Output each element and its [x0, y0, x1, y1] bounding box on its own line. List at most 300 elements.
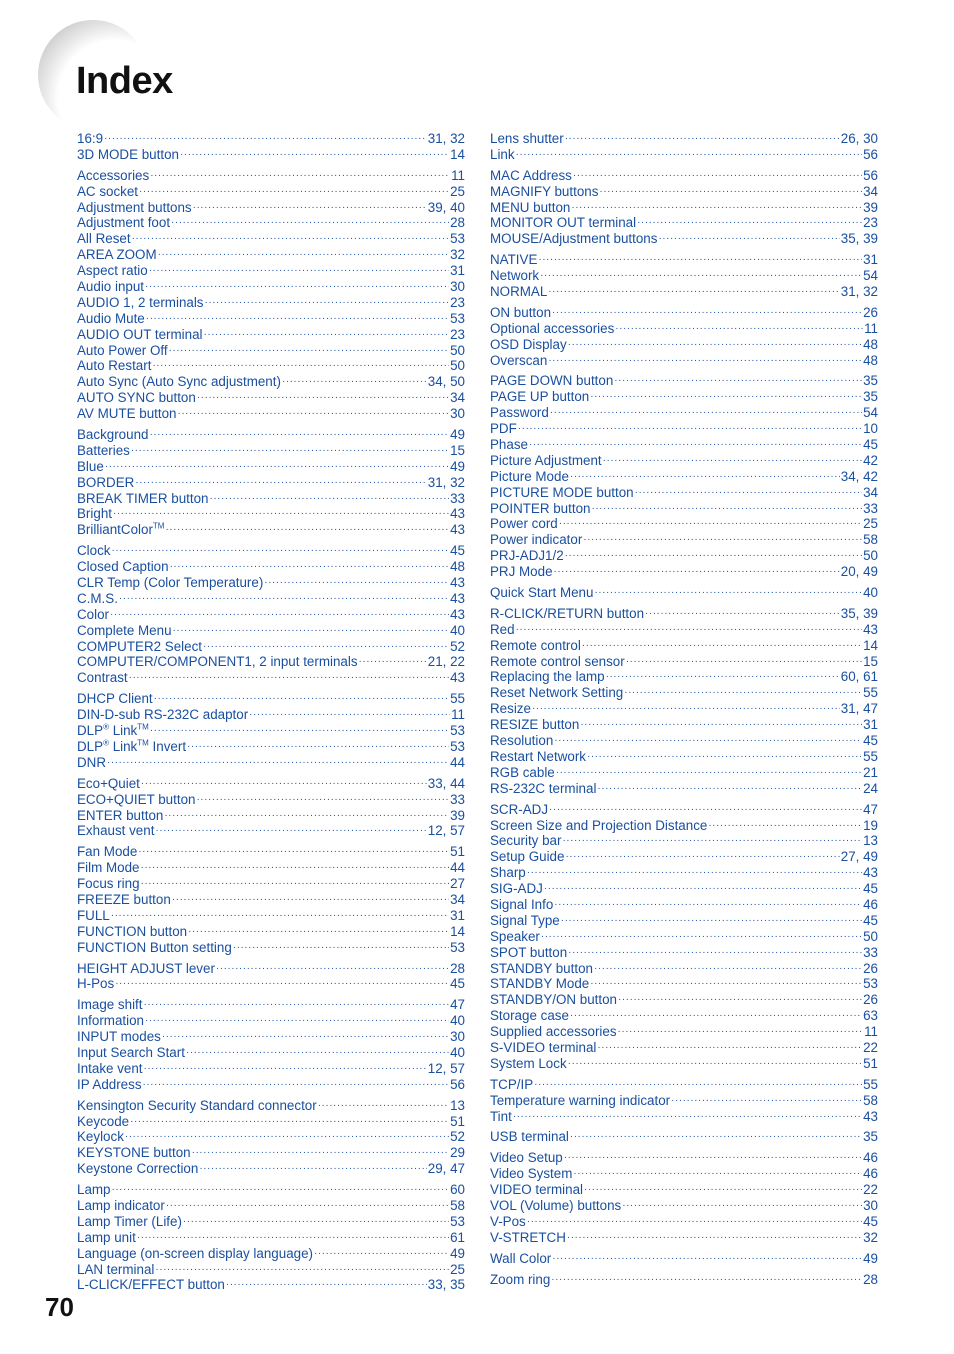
index-pages[interactable]: 27, 49	[840, 849, 878, 865]
index-pages[interactable]: 14	[450, 146, 465, 162]
index-entry[interactable]	[77, 707, 465, 723]
index-term	[490, 701, 531, 717]
index-entry[interactable]	[490, 670, 878, 686]
index-entry[interactable]	[490, 1093, 878, 1109]
index-pages[interactable]: 56	[863, 167, 878, 183]
index-entry[interactable]	[77, 131, 465, 147]
index-entry[interactable]	[77, 892, 465, 908]
index-pages[interactable]: 45	[863, 733, 878, 749]
index-pages[interactable]: 26	[863, 304, 878, 320]
index-entry[interactable]	[77, 311, 465, 327]
index-entry[interactable]	[490, 992, 878, 1008]
index-entry[interactable]	[490, 268, 878, 284]
index-entry[interactable]	[490, 168, 878, 184]
index-pages[interactable]: 21, 22	[427, 654, 465, 670]
index-entry[interactable]	[77, 670, 465, 686]
index-entry[interactable]	[490, 1272, 878, 1288]
index-pages[interactable]: 56	[863, 146, 878, 162]
index-pages[interactable]: 31	[450, 907, 465, 923]
index-entry[interactable]	[77, 295, 465, 311]
page-title: Index	[76, 60, 173, 102]
index-pages[interactable]: 14	[450, 923, 465, 939]
index-pages[interactable]: 43	[450, 670, 465, 686]
index-entry[interactable]	[490, 200, 878, 216]
index-pages[interactable]: 40	[450, 1013, 465, 1029]
index-entry[interactable]	[490, 897, 878, 913]
index-pages[interactable]: 53	[450, 1213, 465, 1229]
index-entry[interactable]	[77, 755, 465, 771]
index-entry[interactable]	[490, 1198, 878, 1214]
index-pages[interactable]: 49	[450, 458, 465, 474]
index-pages[interactable]: 31, 32	[427, 474, 465, 490]
index-entry[interactable]	[490, 865, 878, 881]
index-entry[interactable]	[490, 1129, 878, 1145]
index-pages[interactable]: 45	[863, 881, 878, 897]
index-pages[interactable]: 28	[450, 215, 465, 231]
index-entry[interactable]	[490, 1077, 878, 1093]
dot-leader	[559, 516, 862, 532]
index-entry[interactable]	[77, 1029, 465, 1045]
index-pages[interactable]: 53	[450, 723, 465, 739]
index-pages[interactable]: 45	[863, 1213, 878, 1229]
index-group	[77, 997, 465, 1092]
index-pages[interactable]: 33, 44	[427, 775, 465, 791]
index-pages[interactable]: 13	[863, 833, 878, 849]
index-pages[interactable]: 43	[450, 506, 465, 522]
index-entry[interactable]	[77, 940, 465, 956]
index-entry[interactable]	[490, 147, 878, 163]
index-pages[interactable]: 45	[450, 976, 465, 992]
index-entry[interactable]	[490, 765, 878, 781]
index-pages[interactable]: 42	[863, 452, 878, 468]
index-entry[interactable]	[77, 1013, 465, 1029]
index-term	[490, 1214, 526, 1230]
index-pages[interactable]: 49	[450, 1245, 465, 1261]
index-pages[interactable]: 56	[450, 1076, 465, 1092]
index-entry[interactable]	[490, 469, 878, 485]
index-pages[interactable]: 20, 49	[840, 564, 878, 580]
index-entry[interactable]	[77, 776, 465, 792]
index-pages[interactable]: 53	[863, 976, 878, 992]
index-pages[interactable]: 10	[863, 421, 878, 437]
index-pages[interactable]: 31	[450, 263, 465, 279]
index-term	[490, 622, 515, 638]
index-pages[interactable]: 53	[450, 738, 465, 754]
index-pages[interactable]: 31, 32	[427, 130, 465, 146]
index-entry[interactable]	[77, 961, 465, 977]
index-entry[interactable]	[77, 443, 465, 459]
index-entry[interactable]	[77, 1230, 465, 1246]
index-entry[interactable]	[490, 749, 878, 765]
index-pages[interactable]: 60, 61	[840, 669, 878, 685]
index-entry[interactable]	[77, 147, 465, 163]
index-pages[interactable]: 28	[450, 960, 465, 976]
index-pages[interactable]: 43	[450, 522, 465, 538]
index-pages[interactable]: 39, 40	[427, 199, 465, 215]
index-entry[interactable]	[77, 739, 465, 755]
index-pages[interactable]: 13	[450, 1097, 465, 1113]
index-entry[interactable]	[77, 1277, 465, 1293]
index-pages[interactable]: 11	[451, 707, 465, 723]
index-entry[interactable]	[77, 279, 465, 295]
index-pages[interactable]: 43	[450, 575, 465, 591]
index-entry[interactable]	[77, 247, 465, 263]
index-pages[interactable]: 12, 57	[427, 823, 465, 839]
index-entry[interactable]	[77, 723, 465, 739]
index-entry[interactable]	[490, 284, 878, 300]
index-entry[interactable]	[490, 717, 878, 733]
index-entry[interactable]	[77, 263, 465, 279]
dot-leader	[131, 443, 449, 459]
index-pages[interactable]: 54	[863, 405, 878, 421]
index-pages[interactable]: 55	[863, 1076, 878, 1092]
index-pages[interactable]: 53	[450, 310, 465, 326]
index-pages[interactable]: 32	[863, 1229, 878, 1245]
index-pages[interactable]: 44	[450, 860, 465, 876]
index-entry[interactable]	[77, 1246, 465, 1262]
index-pages[interactable]: 30	[450, 406, 465, 422]
index-pages[interactable]: 30	[450, 1029, 465, 1045]
index-pages[interactable]: 24	[863, 780, 878, 796]
index-group	[77, 691, 465, 770]
index-pages[interactable]: 31, 32	[840, 284, 878, 299]
index-entry[interactable]	[77, 1045, 465, 1061]
index-pages[interactable]: 43	[863, 1108, 878, 1124]
index-term	[77, 607, 109, 623]
index-pages[interactable]: 33	[863, 500, 878, 516]
index-entry[interactable]	[490, 1056, 878, 1072]
index-pages[interactable]: 61	[450, 1229, 465, 1245]
index-entry[interactable]	[77, 559, 465, 575]
index-pages[interactable]: 50	[863, 928, 878, 944]
index-entry[interactable]	[490, 929, 878, 945]
dot-leader	[614, 373, 862, 389]
index-entry[interactable]	[490, 231, 878, 247]
index-pages[interactable]: 31	[863, 717, 878, 733]
index-entry[interactable]	[77, 200, 465, 216]
index-pages[interactable]: 15	[863, 653, 878, 669]
index-entry[interactable]	[490, 1230, 878, 1246]
index-entry[interactable]	[490, 685, 878, 701]
index-entry[interactable]	[77, 639, 465, 655]
index-entry[interactable]	[77, 390, 465, 406]
index-entry[interactable]	[77, 860, 465, 876]
index-entry[interactable]	[77, 655, 465, 671]
index-pages[interactable]: 40	[450, 1044, 465, 1060]
dot-leader	[130, 1114, 449, 1130]
index-pages[interactable]: 35	[863, 389, 878, 405]
index-pages[interactable]: 25	[863, 516, 878, 532]
index-pages[interactable]: 30	[863, 1197, 878, 1213]
index-entry[interactable]	[490, 353, 878, 369]
index-entry[interactable]	[77, 1145, 465, 1161]
index-entry[interactable]	[77, 1182, 465, 1198]
index-pages[interactable]: 48	[863, 352, 878, 368]
index-entry[interactable]	[490, 818, 878, 834]
index-entry[interactable]	[77, 924, 465, 940]
index-pages[interactable]: 43	[863, 621, 878, 637]
index-pages[interactable]: 19	[863, 817, 878, 833]
index-pages[interactable]: 55	[450, 691, 465, 707]
index-pages[interactable]: 22	[863, 1182, 878, 1198]
index-entry[interactable]	[490, 1214, 878, 1230]
index-entry[interactable]	[490, 961, 878, 977]
index-pages[interactable]: 21	[863, 764, 878, 780]
index-pages[interactable]: 34, 42	[840, 468, 878, 484]
index-entry[interactable]	[490, 622, 878, 638]
index-pages[interactable]: 46	[863, 896, 878, 912]
index-entry[interactable]	[77, 1061, 465, 1077]
index-pages[interactable]: 34	[450, 891, 465, 907]
index-pages[interactable]: 23	[863, 215, 878, 231]
index-entry[interactable]	[490, 437, 878, 453]
index-entry[interactable]	[77, 231, 465, 247]
index-entry[interactable]	[77, 591, 465, 607]
dot-leader	[552, 1251, 862, 1267]
index-pages[interactable]: 60	[450, 1182, 465, 1198]
index-entry[interactable]	[77, 215, 465, 231]
index-entry[interactable]	[490, 1008, 878, 1024]
index-entry[interactable]	[490, 421, 878, 437]
index-term	[490, 881, 543, 897]
index-entry[interactable]	[77, 876, 465, 892]
index-pages[interactable]: 43	[863, 865, 878, 881]
index-group	[490, 1251, 878, 1267]
index-entry[interactable]	[490, 585, 878, 601]
index-pages[interactable]: 53	[450, 939, 465, 955]
index-pages[interactable]: 52	[450, 1129, 465, 1145]
index-entry[interactable]	[77, 506, 465, 522]
index-entry[interactable]	[77, 522, 465, 538]
index-entry[interactable]	[490, 701, 878, 717]
index-pages[interactable]: 50	[450, 358, 465, 374]
index-pages[interactable]: 51	[450, 1113, 465, 1129]
index-entry[interactable]	[77, 844, 465, 860]
index-entry[interactable]	[490, 1024, 878, 1040]
index-pages[interactable]: 31	[863, 252, 878, 268]
index-entry[interactable]	[77, 343, 465, 359]
index-entry[interactable]	[490, 1150, 878, 1166]
index-pages[interactable]: 32	[450, 247, 465, 263]
index-entry[interactable]	[77, 976, 465, 992]
dot-leader	[594, 961, 862, 977]
index-pages[interactable]: 30	[450, 279, 465, 294]
index-entry[interactable]	[490, 485, 878, 501]
index-pages[interactable]: 51	[450, 844, 465, 860]
index-entry[interactable]	[77, 823, 465, 839]
index-entry[interactable]	[490, 321, 878, 337]
index-entry[interactable]	[490, 833, 878, 849]
index-entry[interactable]	[490, 532, 878, 548]
index-entry[interactable]	[490, 252, 878, 268]
index-term	[490, 1150, 563, 1166]
index-term	[490, 654, 625, 670]
index-pages[interactable]: 11	[864, 1024, 878, 1040]
index-pages[interactable]: 22	[863, 1039, 878, 1055]
index-entry[interactable]	[490, 1109, 878, 1125]
index-entry[interactable]	[490, 976, 878, 992]
index-entry[interactable]	[77, 491, 465, 507]
index-entry[interactable]	[490, 638, 878, 654]
index-entry[interactable]	[77, 184, 465, 200]
index-entry[interactable]	[77, 374, 465, 390]
index-entry[interactable]	[490, 606, 878, 622]
index-pages[interactable]: 26	[863, 960, 878, 976]
index-pages[interactable]: 14	[863, 637, 878, 653]
index-pages[interactable]: 26, 30	[840, 130, 878, 146]
index-pages[interactable]: 45	[450, 543, 465, 559]
index-pages[interactable]: 39	[863, 199, 878, 215]
index-entry[interactable]	[490, 1040, 878, 1056]
index-pages[interactable]: 23	[450, 326, 465, 342]
index-entry[interactable]	[77, 1198, 465, 1214]
index-pages[interactable]: 58	[863, 532, 878, 548]
index-pages[interactable]: 34	[450, 390, 465, 406]
index-pages[interactable]: 39	[450, 807, 465, 823]
index-entry[interactable]	[490, 1166, 878, 1182]
index-entry[interactable]	[490, 913, 878, 929]
index-pages[interactable]: 33	[863, 944, 878, 960]
index-pages[interactable]: 40	[450, 622, 465, 638]
index-pages[interactable]: 47	[863, 801, 878, 817]
index-pages[interactable]: 28	[863, 1271, 878, 1287]
index-entry[interactable]	[490, 802, 878, 818]
dot-leader	[552, 305, 862, 321]
index-pages[interactable]: 35, 39	[840, 605, 878, 621]
index-entry[interactable]	[490, 733, 878, 749]
index-pages[interactable]: 33, 35	[427, 1277, 465, 1293]
index-entry[interactable]	[490, 405, 878, 421]
index-entry[interactable]	[490, 501, 878, 517]
index-entry[interactable]	[77, 1114, 465, 1130]
index-pages[interactable]: 55	[863, 748, 878, 764]
index-pages[interactable]: 27	[450, 876, 465, 892]
index-pages[interactable]: 58	[450, 1197, 465, 1213]
index-pages[interactable]: 43	[450, 590, 465, 606]
index-entry[interactable]	[490, 373, 878, 389]
index-entry[interactable]	[490, 849, 878, 865]
index-entry[interactable]	[77, 168, 465, 184]
index-entry[interactable]	[77, 808, 465, 824]
index-pages[interactable]: 50	[450, 342, 465, 358]
index-pages[interactable]: 54	[863, 268, 878, 284]
index-pages[interactable]: 49	[863, 1250, 878, 1266]
index-entry[interactable]	[77, 543, 465, 559]
index-entry[interactable]	[77, 406, 465, 422]
index-pages[interactable]: 35, 39	[840, 231, 878, 247]
index-pages[interactable]: 46	[863, 1150, 878, 1166]
index-pages[interactable]: 15	[450, 442, 465, 458]
index-entry[interactable]	[77, 997, 465, 1013]
index-entry[interactable]	[490, 184, 878, 200]
index-entry[interactable]	[77, 575, 465, 591]
index-pages[interactable]: 31, 47	[840, 701, 878, 717]
index-entry[interactable]	[77, 1161, 465, 1177]
index-entry[interactable]	[77, 908, 465, 924]
index-entry[interactable]	[77, 1214, 465, 1230]
index-entry[interactable]	[490, 516, 878, 532]
index-pages[interactable]: 33	[450, 791, 465, 807]
index-entry[interactable]	[490, 564, 878, 580]
index-entry[interactable]	[77, 327, 465, 343]
index-entry[interactable]	[490, 131, 878, 147]
index-entry[interactable]	[77, 691, 465, 707]
index-pages[interactable]: 25	[450, 1261, 465, 1277]
index-pages[interactable]: 48	[863, 336, 878, 352]
index-pages[interactable]: 11	[864, 320, 878, 336]
index-entry[interactable]	[490, 215, 878, 231]
index-entry[interactable]	[77, 459, 465, 475]
index-pages[interactable]: 46	[863, 1166, 878, 1182]
index-entry[interactable]	[490, 548, 878, 564]
index-pages[interactable]: 23	[450, 294, 465, 310]
index-pages[interactable]: 53	[450, 231, 465, 247]
index-pages[interactable]: 35	[863, 1129, 878, 1145]
index-pages[interactable]: 63	[863, 1008, 878, 1024]
index-pages[interactable]: 49	[450, 427, 465, 443]
index-entry[interactable]	[490, 1251, 878, 1267]
index-group	[490, 802, 878, 1072]
index-term-text: Quick Start Menu	[490, 585, 594, 601]
index-pages[interactable]: 34, 50	[427, 374, 465, 390]
index-pages[interactable]: 11	[451, 167, 465, 183]
index-pages[interactable]: 29	[450, 1145, 465, 1161]
index-pages[interactable]: 12, 57	[427, 1060, 465, 1076]
index-pages[interactable]: 40	[863, 585, 878, 601]
index-pages[interactable]: 34	[863, 183, 878, 199]
index-pages[interactable]: 25	[450, 183, 465, 199]
index-entry[interactable]	[490, 1182, 878, 1198]
index-entry[interactable]	[77, 623, 465, 639]
index-pages[interactable]: 34	[863, 484, 878, 500]
index-pages[interactable]: 48	[450, 559, 465, 575]
index-pages[interactable]: 26	[863, 992, 878, 1008]
index-pages[interactable]: 35	[863, 373, 878, 389]
index-entry[interactable]	[490, 654, 878, 670]
index-pages[interactable]: 47	[450, 997, 465, 1013]
index-entry[interactable]	[490, 881, 878, 897]
index-pages[interactable]: 51	[863, 1055, 878, 1071]
index-entry[interactable]	[490, 453, 878, 469]
index-entry[interactable]	[490, 389, 878, 405]
dot-leader	[516, 147, 863, 163]
index-pages[interactable]: 55	[863, 685, 878, 701]
index-entry[interactable]	[490, 337, 878, 353]
index-entry[interactable]	[77, 358, 465, 374]
index-pages[interactable]: 45	[863, 912, 878, 928]
index-entry[interactable]	[490, 945, 878, 961]
index-entry[interactable]	[490, 781, 878, 797]
index-pages[interactable]: 44	[450, 754, 465, 770]
index-entry[interactable]	[77, 427, 465, 443]
index-pages[interactable]: 45	[863, 437, 878, 453]
index-entry[interactable]	[77, 1262, 465, 1278]
index-pages[interactable]: 52	[450, 638, 465, 654]
index-pages[interactable]: 33	[450, 490, 465, 506]
index-pages[interactable]: 29, 47	[427, 1161, 465, 1177]
index-pages[interactable]: 50	[863, 548, 878, 564]
index-entry[interactable]	[77, 475, 465, 491]
index-pages[interactable]: 43	[450, 606, 465, 622]
index-term	[77, 1045, 185, 1061]
index-entry[interactable]	[77, 1098, 465, 1114]
index-entry[interactable]	[77, 1077, 465, 1093]
index-entry[interactable]	[77, 1129, 465, 1145]
index-entry[interactable]	[77, 607, 465, 623]
index-pages[interactable]: 58	[863, 1092, 878, 1108]
index-entry[interactable]	[490, 305, 878, 321]
index-entry[interactable]	[77, 792, 465, 808]
